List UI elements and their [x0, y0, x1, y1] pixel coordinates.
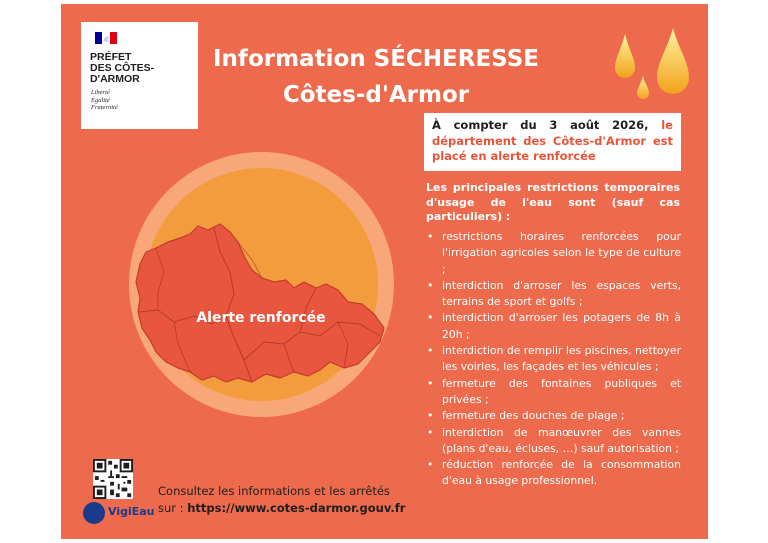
republic-motto [91, 89, 118, 112]
restriction-text: interdiction de manœuvrer des vannes (plans d'eau, écluses, …) sauf autorisation ; [442, 425, 681, 455]
marianne-flag-icon [95, 32, 117, 44]
restriction-item [426, 408, 681, 424]
bullet-icon: • [427, 311, 434, 325]
restriction-item [426, 425, 681, 458]
consult-url-line [158, 500, 418, 517]
drought-poster [61, 4, 708, 539]
restriction-item [426, 310, 681, 343]
website-link[interactable]: https://www.cotes-darmor.gouv.fr [187, 500, 406, 515]
prefecture-name-line: DES CÔTES- [90, 62, 155, 74]
bullet-icon: • [427, 376, 434, 390]
prefecture-name-line: D'ARMOR [90, 73, 140, 85]
restriction-item [426, 376, 681, 409]
motto-line: Égalité [91, 96, 110, 104]
consult-info [158, 483, 418, 516]
bullet-icon: • [427, 344, 434, 358]
motto-line: Fraternité [91, 104, 118, 111]
restriction-text: restrictions horaires renforcées pour l'irrigation agricoles selon le type de culture ; [442, 230, 681, 276]
consult-text: Consultez les informations et les arrêtés [158, 484, 390, 498]
alert-level-label: Alerte renforcée [196, 310, 326, 326]
prefecture-name-line: PRÉFET [90, 51, 132, 63]
restriction-text: interdiction d'arroser les potagers de 8h à 20h ; [442, 311, 681, 341]
prefecture-logo [81, 22, 198, 129]
prefecture-name [90, 52, 154, 85]
qr-code-icon [93, 459, 133, 499]
restriction-item [426, 278, 681, 311]
vigieau-text: VigiEau [108, 505, 155, 518]
alert-notice [424, 113, 681, 171]
poster-title: Information SÉCHERESSE [213, 46, 539, 72]
bullet-icon: • [427, 278, 434, 292]
bullet-icon: • [427, 458, 434, 472]
department-map [134, 212, 394, 392]
alert-level-text: le département des Côtes-d'Armor est placé en alerte renforcée [432, 118, 673, 163]
consult-prefix: sur : [158, 500, 188, 515]
bullet-icon: • [427, 409, 434, 423]
bullet-icon: • [427, 230, 434, 243]
restriction-item [426, 229, 681, 278]
restrictions-intro: Les principales restrictions temporaires d'usage de l'eau sont (sauf cas particuliers) : [426, 181, 680, 223]
alert-date: À compter du 3 août 2026, [432, 118, 649, 132]
water-drop-icon [83, 502, 105, 524]
restriction-text: fermeture des douches de plage ; [442, 409, 625, 423]
water-drops-icon [613, 26, 703, 106]
restriction-text: interdiction de remplir les piscines, nettoyer les voiries, les façades et les véhicules ; [442, 344, 682, 374]
poster-subtitle: Côtes-d'Armor [282, 82, 470, 108]
restrictions-list [426, 229, 681, 490]
motto-line: Liberté [91, 89, 110, 96]
restriction-item [426, 343, 681, 376]
restriction-item [426, 457, 681, 490]
restriction-text: interdiction d'arroser les espaces verts, terrains de sport et golfs ; [442, 278, 681, 309]
bullet-icon: • [427, 425, 434, 439]
restriction-text: réduction renforcée de la consommation d'eau à usage professionnel. [442, 458, 681, 488]
restriction-text: fermeture des fontaines publiques et privées ; [442, 376, 681, 406]
vigieau-logo [83, 502, 157, 524]
